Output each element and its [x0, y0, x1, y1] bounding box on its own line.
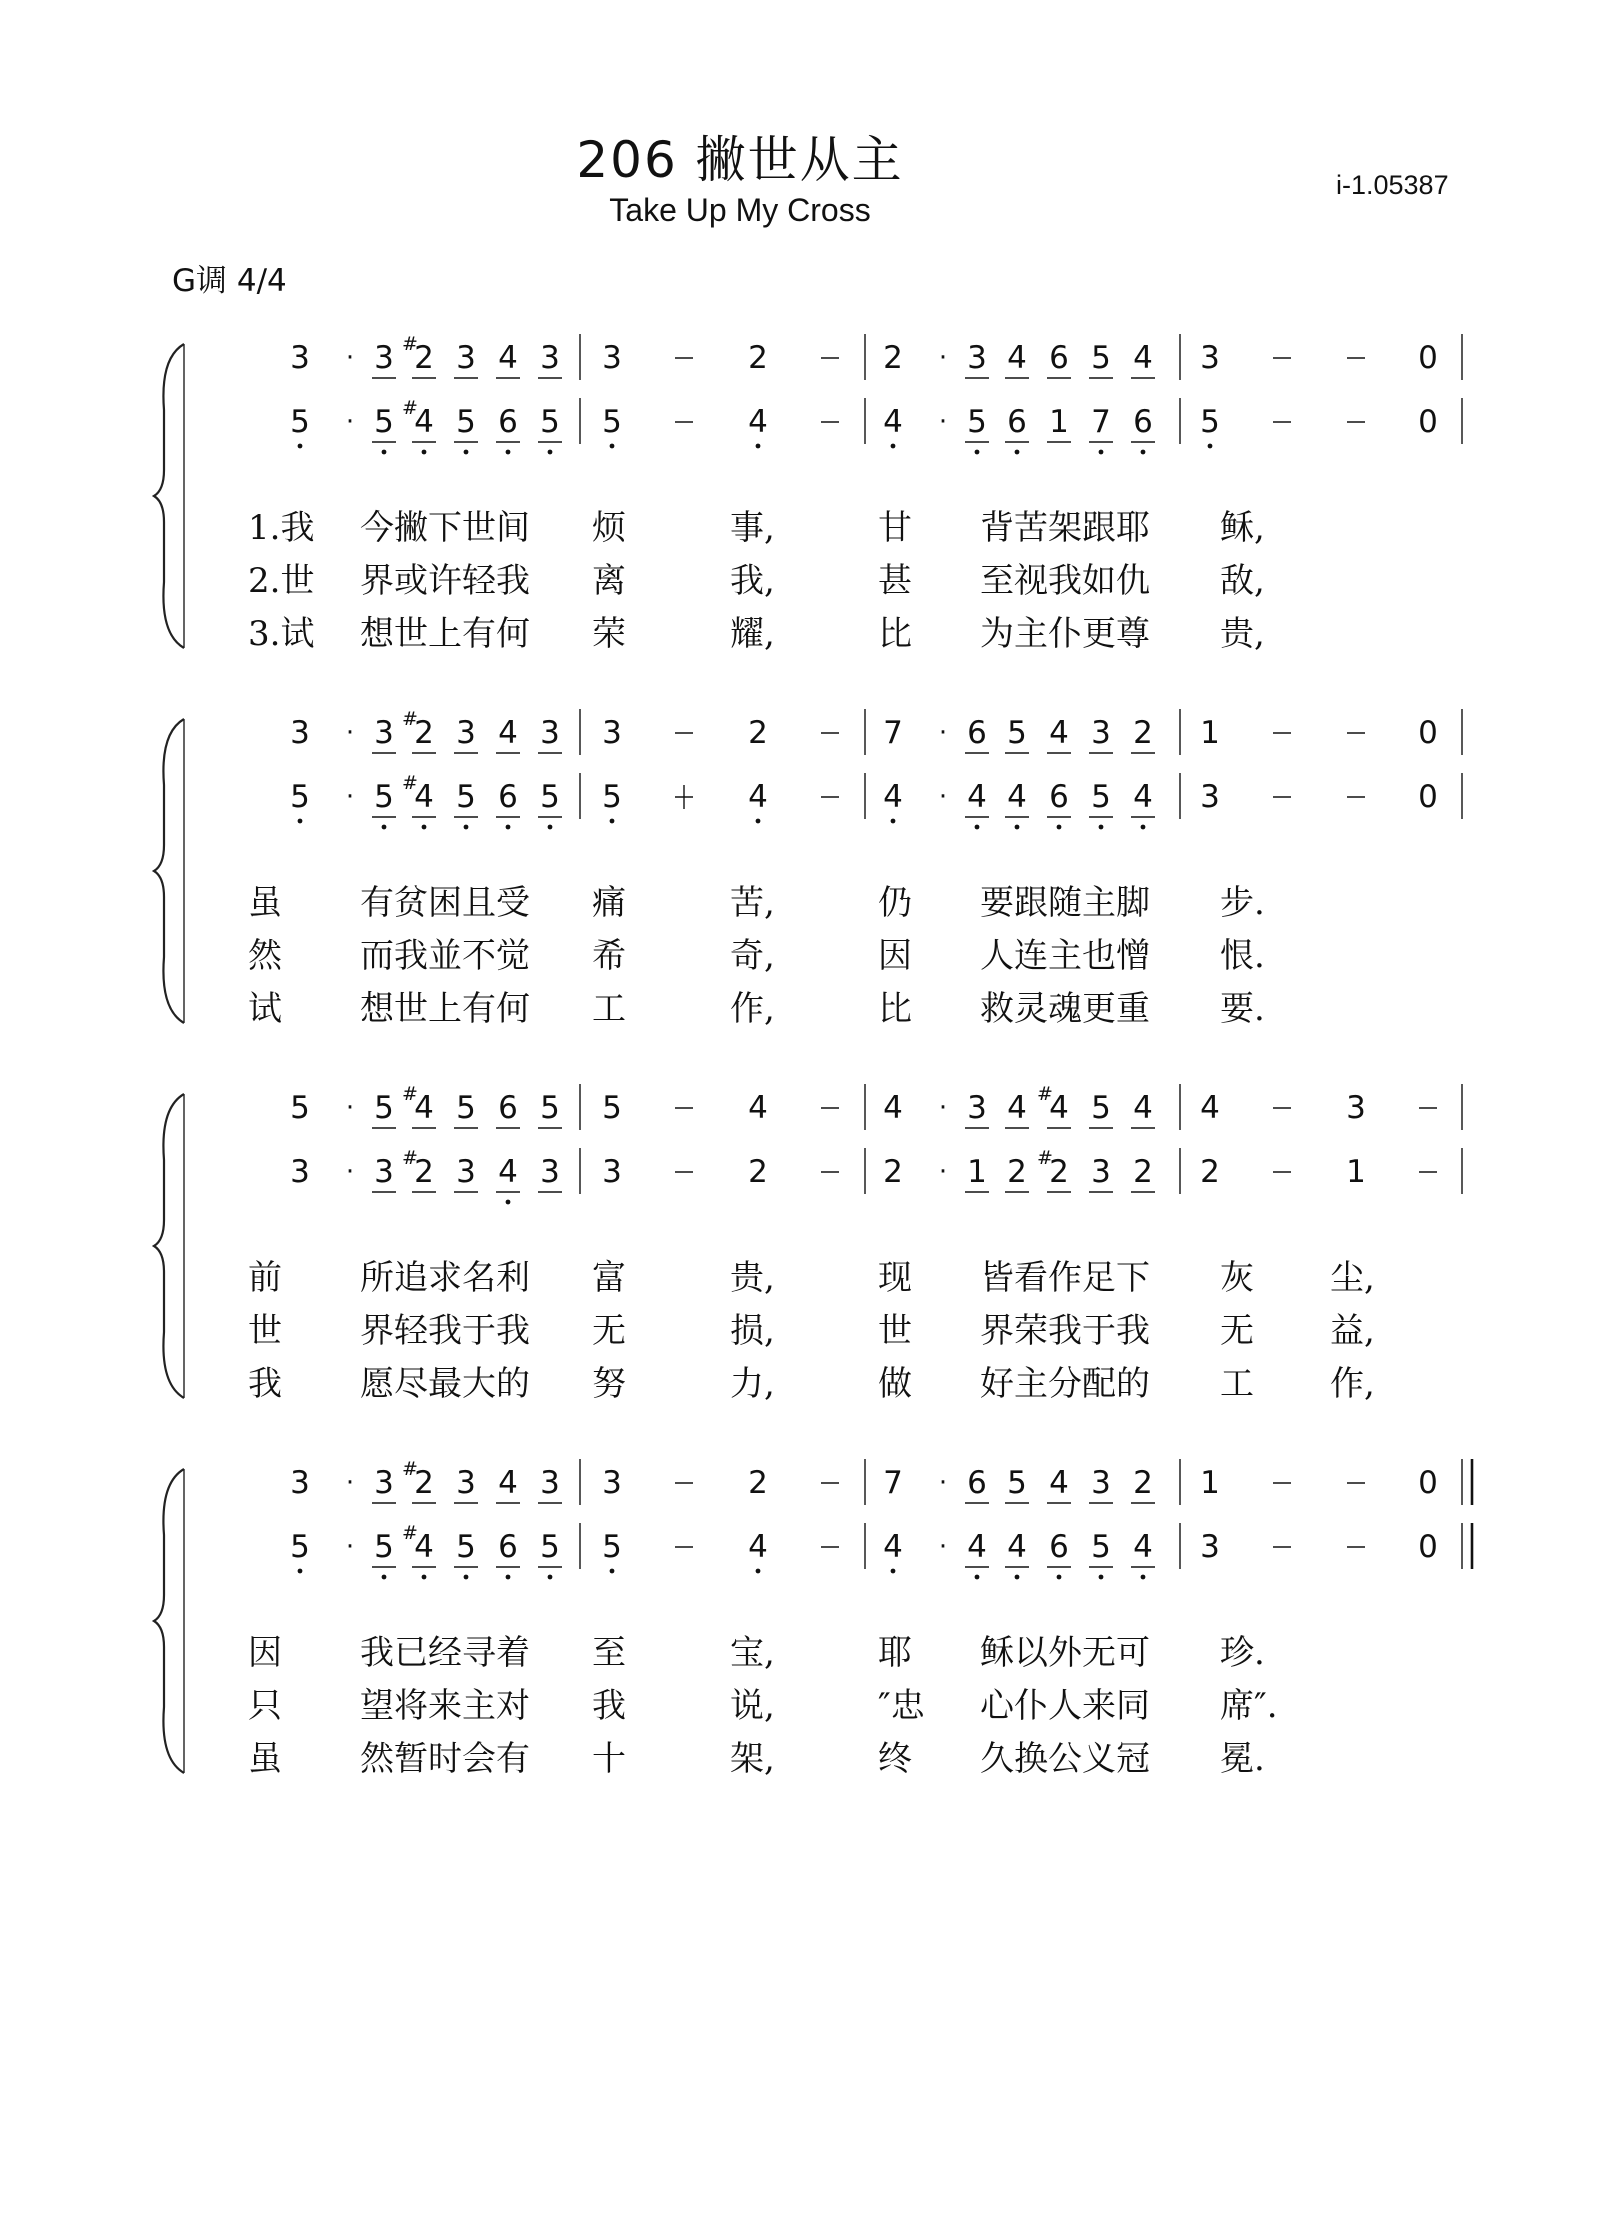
note-digit: 5: [456, 404, 476, 440]
note-digit: 5: [290, 1529, 310, 1565]
low-octave-dot: [610, 819, 615, 824]
lyric-segment: 冕.: [1220, 1739, 1265, 1779]
sharp-sign: #: [1037, 1083, 1053, 1105]
lyric-segment: 皆看作足下: [980, 1258, 1150, 1298]
lyric-segment: 比: [878, 614, 912, 654]
lyric-segment: 做: [878, 1364, 912, 1404]
note-digit: 4: [748, 404, 768, 440]
sharp-sign: #: [402, 1147, 418, 1169]
note-digit: 6: [498, 404, 518, 440]
note-digit: 5: [374, 1529, 394, 1565]
lyric-segment: 力,: [730, 1364, 775, 1404]
note-digit: 2: [748, 1154, 768, 1190]
lyric-segment: 希: [592, 936, 626, 976]
lyric-segment: 所追求名利: [360, 1258, 530, 1298]
note-digit: 4: [414, 1529, 434, 1565]
note-digit: 5: [1007, 715, 1027, 751]
note-digit: 6: [498, 779, 518, 815]
lyric-segment: 人连主也憎: [980, 936, 1150, 976]
lyric-segment: 耶: [878, 1633, 912, 1673]
note-digit: 4: [1133, 1529, 1153, 1565]
low-octave-dot: [756, 819, 761, 824]
note-digit: 3: [374, 715, 394, 751]
note-digit: 2: [1049, 1154, 1069, 1190]
note-digit: 2: [883, 1154, 903, 1190]
sharp-sign: #: [402, 708, 418, 730]
music-system: [0, 333, 1600, 710]
note-digit: 3: [540, 715, 560, 751]
note-digit: 3: [456, 1465, 476, 1501]
note-digit: 3: [374, 1154, 394, 1190]
note-digit: 5: [540, 1529, 560, 1565]
note-digit: 2: [414, 1465, 434, 1501]
note-digit: 3: [540, 1465, 560, 1501]
lyric-segment: 灰: [1220, 1258, 1254, 1298]
note-digit: 4: [1133, 340, 1153, 376]
low-octave-dot: [548, 450, 553, 455]
note-digit: 5: [290, 404, 310, 440]
low-octave-dot: [891, 1569, 896, 1574]
note-digit: 5: [374, 1090, 394, 1126]
note-digit: 2: [1133, 715, 1153, 751]
lyric-segment: 久换公义冠: [980, 1739, 1150, 1779]
note-digit: 4: [414, 779, 434, 815]
lyric-segment: 我已经寻着: [360, 1633, 530, 1673]
note-digit: 1: [1200, 715, 1220, 751]
note-digit: 6: [967, 1465, 987, 1501]
note-digit: 5: [456, 1529, 476, 1565]
lyric-segment: 界或许轻我: [360, 561, 530, 601]
low-octave-dot: [1015, 825, 1020, 830]
note-digit: 4: [414, 404, 434, 440]
low-octave-dot: [548, 1575, 553, 1580]
note-digit: 4: [883, 404, 903, 440]
staff-rows: [0, 333, 1600, 460]
low-octave-dot: [1015, 1575, 1020, 1580]
augmentation-dot: ·: [345, 343, 355, 373]
lyric-segment: 然暂时会有: [360, 1739, 530, 1779]
note-digit: 5: [456, 779, 476, 815]
augmentation-dot: ·: [345, 1532, 355, 1562]
lyric-segment: 3.试: [248, 614, 315, 654]
low-octave-dot: [1015, 450, 1020, 455]
note-digit: 5: [290, 1090, 310, 1126]
note-digit: 1: [1346, 1154, 1366, 1190]
lyric-segment: 稣以外无可: [980, 1633, 1150, 1673]
lyric-segment: 比: [878, 989, 912, 1029]
lyric-segment: 救灵魂更重: [980, 989, 1150, 1029]
note-digit: 3: [290, 1465, 310, 1501]
low-octave-dot: [298, 1569, 303, 1574]
note-digit: 7: [883, 715, 903, 751]
low-octave-dot: [506, 1200, 511, 1205]
note-digit: 5: [1091, 1529, 1111, 1565]
low-octave-dot: [975, 1575, 980, 1580]
note-digit: 0: [1418, 404, 1438, 440]
augmentation-dot: ·: [938, 1532, 948, 1562]
lyric-segment: 我: [592, 1686, 626, 1726]
lyric-segment: 2.世: [248, 561, 315, 601]
lyric-segment: 作,: [1330, 1364, 1375, 1404]
lyric-segment: 背苦架跟耶: [980, 508, 1150, 548]
lyric-segment: 只: [248, 1686, 282, 1726]
note-digit: 3: [967, 1090, 987, 1126]
note-digit: 3: [540, 1154, 560, 1190]
note-digit: 3: [374, 1465, 394, 1501]
note-digit: 6: [498, 1090, 518, 1126]
note-digit: 5: [540, 404, 560, 440]
low-octave-dot: [975, 450, 980, 455]
note-digit: 3: [1091, 1465, 1111, 1501]
note-digit: 5: [1091, 779, 1111, 815]
note-digit: 6: [1049, 340, 1069, 376]
lyric-segment: 好主分配的: [980, 1364, 1150, 1404]
note-digit: 4: [498, 715, 518, 751]
lyric-segment: 工: [1220, 1364, 1254, 1404]
lyric-segment: 贵,: [730, 1258, 775, 1298]
note-digit: 3: [540, 340, 560, 376]
low-octave-dot: [1099, 1575, 1104, 1580]
note-digit: 4: [883, 1090, 903, 1126]
note-digit: 0: [1418, 340, 1438, 376]
note-digit: 5: [1091, 1090, 1111, 1126]
lyric-segment: 因: [248, 1633, 282, 1673]
lyric-segment: 我,: [730, 561, 775, 601]
lyric-segment: 无: [1220, 1311, 1254, 1351]
low-octave-dot: [506, 450, 511, 455]
lyric-segment: 愿尽最大的: [360, 1364, 530, 1404]
note-digit: 4: [498, 1154, 518, 1190]
lyric-segment: 然: [248, 936, 282, 976]
note-digit: 0: [1418, 779, 1438, 815]
augmentation-dot: ·: [345, 782, 355, 812]
low-octave-dot: [1099, 825, 1104, 830]
note-digit: 3: [1200, 1529, 1220, 1565]
sharp-sign: #: [402, 772, 418, 794]
note-digit: 3: [1091, 1154, 1111, 1190]
note-digit: 6: [967, 715, 987, 751]
note-digit: 2: [414, 340, 434, 376]
note-digit: 7: [883, 1465, 903, 1501]
note-digit: 2: [748, 1465, 768, 1501]
note-digit: 1: [1200, 1465, 1220, 1501]
note-digit: 5: [374, 779, 394, 815]
augmentation-dot: ·: [938, 1468, 948, 1498]
note-digit: 6: [1049, 1529, 1069, 1565]
lyric-segment: 界轻我于我: [360, 1311, 530, 1351]
lyric-segment: 离: [592, 561, 626, 601]
note-digit: 5: [1007, 1465, 1027, 1501]
note-digit: 4: [1007, 340, 1027, 376]
augmentation-dot: ·: [938, 1157, 948, 1187]
lyric-segment: 试: [248, 989, 282, 1029]
lyric-segment: 工: [592, 989, 626, 1029]
note-digit: 5: [290, 779, 310, 815]
lyric-segment: 虽: [248, 883, 282, 923]
note-digit: 6: [1049, 779, 1069, 815]
note-digit: 4: [498, 1465, 518, 1501]
note-digit: 5: [1200, 404, 1220, 440]
augmentation-dot: ·: [938, 718, 948, 748]
lyric-segment: 虽: [248, 1739, 282, 1779]
note-digit: 2: [1007, 1154, 1027, 1190]
lyric-segment: 界荣我于我: [980, 1311, 1150, 1351]
note-digit: 4: [883, 1529, 903, 1565]
low-octave-dot: [382, 450, 387, 455]
note-digit: 4: [967, 779, 987, 815]
note-digit: 3: [602, 340, 622, 376]
low-octave-dot: [975, 825, 980, 830]
note-digit: 3: [290, 340, 310, 376]
note-digit: 3: [602, 715, 622, 751]
staff-rows: [0, 1458, 1600, 1585]
sharp-sign: #: [402, 1522, 418, 1544]
lyric-segment: ″忠: [878, 1686, 925, 1726]
note-digit: 5: [602, 779, 622, 815]
note-digit: 3: [602, 1154, 622, 1190]
lyric-segment: 今撇下世间: [360, 508, 530, 548]
note-digit: 6: [1133, 404, 1153, 440]
lyric-segment: 望将来主对: [360, 1686, 530, 1726]
low-octave-dot: [382, 825, 387, 830]
lyric-segment: 甘: [878, 508, 912, 548]
note-digit: 5: [602, 404, 622, 440]
lyric-segment: 益,: [1330, 1311, 1375, 1351]
lyric-segment: 无: [592, 1311, 626, 1351]
low-octave-dot: [1099, 450, 1104, 455]
low-octave-dot: [1141, 1575, 1146, 1580]
note-digit: 5: [967, 404, 987, 440]
note-digit: 0: [1418, 1465, 1438, 1501]
key-signature: G调 4/4: [172, 263, 287, 299]
note-digit: 2: [414, 1154, 434, 1190]
note-digit: 3: [290, 1154, 310, 1190]
page-subtitle: Take Up My Cross: [609, 192, 871, 228]
low-octave-dot: [422, 1575, 427, 1580]
lyric-segment: 苦,: [730, 883, 775, 923]
sharp-sign: #: [402, 1083, 418, 1105]
note-digit: 3: [1346, 1090, 1366, 1126]
note-digit: 2: [1133, 1465, 1153, 1501]
note-digit: 0: [1418, 715, 1438, 751]
lyric-segment: 至视我如仇: [980, 561, 1150, 601]
note-digit: 4: [1133, 1090, 1153, 1126]
note-digit: 3: [456, 1154, 476, 1190]
low-octave-dot: [422, 450, 427, 455]
lyric-segment: 烦: [592, 508, 626, 548]
augmentation-dot: ·: [345, 1157, 355, 1187]
low-octave-dot: [1057, 825, 1062, 830]
lyric-segment: 宝,: [730, 1633, 775, 1673]
note-digit: 3: [456, 340, 476, 376]
augmentation-dot: ·: [938, 1093, 948, 1123]
lyric-segment: 稣,: [1220, 508, 1265, 548]
page-title: 206 撇世从主: [576, 131, 904, 189]
lyric-segment: 荣: [592, 614, 626, 654]
low-octave-dot: [1057, 1575, 1062, 1580]
lyric-segment: 甚: [878, 561, 912, 601]
note-digit: 4: [1049, 715, 1069, 751]
lyric-segment: 要跟随主脚: [980, 883, 1150, 923]
low-octave-dot: [298, 819, 303, 824]
lyric-segment: 心仆人来同: [980, 1686, 1150, 1726]
lyric-segment: 世: [878, 1311, 912, 1351]
note-digit: 1: [967, 1154, 987, 1190]
note-digit: 2: [1133, 1154, 1153, 1190]
low-octave-dot: [464, 825, 469, 830]
augmentation-dot: ·: [938, 343, 948, 373]
note-digit: 5: [374, 404, 394, 440]
note-digit: 4: [1007, 1529, 1027, 1565]
note-digit: 2: [414, 715, 434, 751]
note-digit: 4: [498, 340, 518, 376]
lyric-segment: 至: [592, 1633, 626, 1673]
note-digit: 5: [540, 1090, 560, 1126]
low-octave-dot: [464, 1575, 469, 1580]
low-octave-dot: [1141, 450, 1146, 455]
low-octave-dot: [1208, 444, 1213, 449]
music-system: [0, 708, 1600, 1085]
low-octave-dot: [1141, 825, 1146, 830]
note-digit: 3: [290, 715, 310, 751]
staff-rows: [0, 1083, 1600, 1210]
augmentation-dot: ·: [345, 1468, 355, 1498]
lyric-segment: 耀,: [730, 614, 775, 654]
note-digit: 0: [1418, 1529, 1438, 1565]
lyric-segment: 因: [878, 936, 912, 976]
note-digit: 3: [1200, 779, 1220, 815]
lyric-segment: 世: [248, 1311, 282, 1351]
lyric-segment: 仍: [878, 883, 912, 923]
lyric-segment: 席″.: [1220, 1686, 1278, 1726]
music-system: [0, 1083, 1600, 1460]
note-digit: 3: [456, 715, 476, 751]
lyric-segment: 说,: [730, 1686, 775, 1726]
note-digit: 5: [540, 779, 560, 815]
lyric-segment: 痛: [592, 883, 626, 923]
low-octave-dot: [298, 444, 303, 449]
lyric-segment: 要.: [1220, 989, 1265, 1029]
note-digit: 6: [1007, 404, 1027, 440]
lyric-segment: 珍.: [1220, 1633, 1265, 1673]
lyric-segment: 终: [878, 1739, 912, 1779]
lyric-segment: 损,: [730, 1311, 775, 1351]
note-digit: 2: [748, 715, 768, 751]
lyric-segment: 有贫困且受: [360, 883, 530, 923]
lyric-segment: 为主仆更尊: [980, 614, 1150, 654]
note-digit: 2: [883, 340, 903, 376]
low-octave-dot: [756, 444, 761, 449]
note-digit: 4: [748, 1529, 768, 1565]
lyric-segment: 步.: [1220, 883, 1265, 923]
music-system: [0, 1458, 1600, 1835]
note-digit: 4: [1049, 1465, 1069, 1501]
lyric-segment: 恨.: [1220, 936, 1265, 976]
low-octave-dot: [464, 450, 469, 455]
lyric-segment: 富: [592, 1258, 626, 1298]
sharp-sign: #: [1037, 1147, 1053, 1169]
note-digit: 4: [883, 779, 903, 815]
note-digit: 4: [748, 779, 768, 815]
sharp-sign: #: [402, 1458, 418, 1480]
lyric-segment: 十: [592, 1739, 626, 1779]
augmentation-dot: ·: [938, 407, 948, 437]
note-digit: 3: [1200, 340, 1220, 376]
note-digit: 4: [1049, 1090, 1069, 1126]
lyric-segment: 努: [592, 1364, 626, 1404]
note-digit: 3: [602, 1465, 622, 1501]
lyric-segment: 贵,: [1220, 614, 1265, 654]
lyric-segment: 想世上有何: [360, 989, 530, 1029]
augmentation-dot: ·: [938, 782, 948, 812]
lyric-segment: 而我並不觉: [360, 936, 530, 976]
lyric-segment: 前: [248, 1258, 282, 1298]
low-octave-dot: [610, 444, 615, 449]
note-digit: 4: [414, 1090, 434, 1126]
note-digit: 4: [1200, 1090, 1220, 1126]
lyric-segment: 尘,: [1330, 1258, 1375, 1298]
low-octave-dot: [756, 1569, 761, 1574]
note-digit: 5: [456, 1090, 476, 1126]
lyric-segment: 敌,: [1220, 561, 1265, 601]
note-digit: 5: [1091, 340, 1111, 376]
lyric-segment: 想世上有何: [360, 614, 530, 654]
augmentation-dot: ·: [345, 718, 355, 748]
note-digit: 7: [1091, 404, 1111, 440]
augmentation-dot: ·: [345, 1093, 355, 1123]
note-digit: 4: [748, 1090, 768, 1126]
note-digit: 1: [1049, 404, 1069, 440]
note-digit: 3: [374, 340, 394, 376]
note-digit: 4: [1007, 1090, 1027, 1126]
low-octave-dot: [610, 1569, 615, 1574]
lyric-segment: 奇,: [730, 936, 775, 976]
note-digit: 5: [602, 1529, 622, 1565]
note-digit: 4: [1133, 779, 1153, 815]
low-octave-dot: [891, 819, 896, 824]
lyric-segment: 事,: [730, 508, 775, 548]
low-octave-dot: [891, 444, 896, 449]
low-octave-dot: [422, 825, 427, 830]
lyric-segment: 架,: [730, 1739, 775, 1779]
note-digit: 2: [1200, 1154, 1220, 1190]
note-digit: 4: [967, 1529, 987, 1565]
lyric-segment: 1.我: [248, 508, 315, 548]
catalog-number: i-1.05387: [1336, 170, 1449, 200]
low-octave-dot: [548, 825, 553, 830]
lyric-segment: 现: [878, 1258, 912, 1298]
low-octave-dot: [506, 825, 511, 830]
staff-rows: [0, 708, 1600, 835]
low-octave-dot: [382, 1575, 387, 1580]
note-digit: 5: [602, 1090, 622, 1126]
sharp-sign: #: [402, 397, 418, 419]
augmentation-dot: ·: [345, 407, 355, 437]
lyric-segment: 我: [248, 1364, 282, 1404]
note-digit: 3: [967, 340, 987, 376]
sharp-sign: #: [402, 333, 418, 355]
lyric-segment: 作,: [730, 989, 775, 1029]
low-octave-dot: [506, 1575, 511, 1580]
note-digit: 4: [1007, 779, 1027, 815]
note-digit: 2: [748, 340, 768, 376]
note-digit: 6: [498, 1529, 518, 1565]
note-digit: 3: [1091, 715, 1111, 751]
